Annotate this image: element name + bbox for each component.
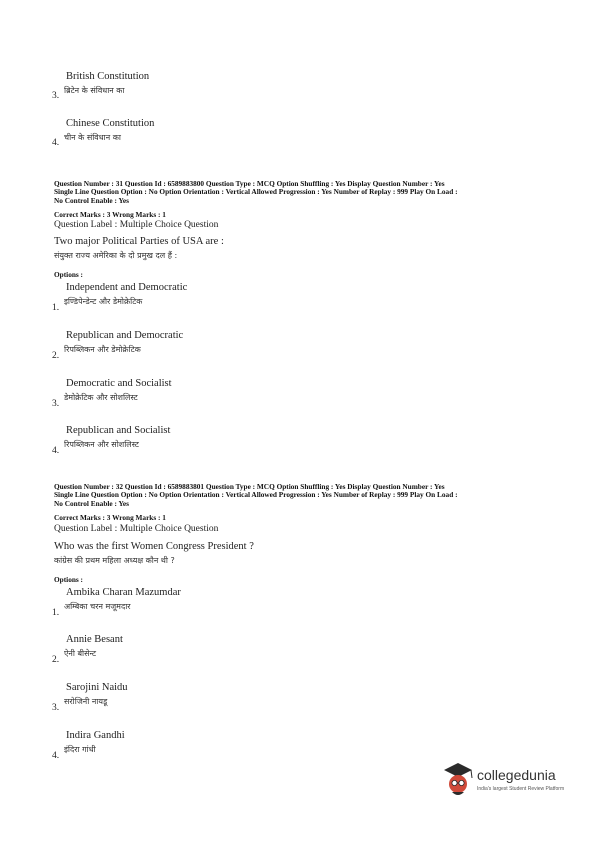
q31-option-4-hindi: रिपब्लिकन और सोशलिस्ट xyxy=(64,440,139,449)
question-32-meta xyxy=(54,483,554,508)
question-32-label: Question Label : Multiple Choice Question xyxy=(54,524,219,534)
question-32-options-label: Options : xyxy=(54,575,83,584)
option-4-hindi: चीन के संविधान का xyxy=(64,133,121,142)
option-3-number: 3. xyxy=(52,91,60,101)
q32-option-1-number: 1. xyxy=(52,608,60,618)
q32-option-3-english: Sarojini Naidu xyxy=(66,682,128,693)
question-32-marks: Correct Marks : 3 Wrong Marks : 1 xyxy=(54,513,166,522)
meta-line-1: Question Number : 31 Question Id : 6589883800 Question Type : MCQ Option Shuffling : Yes Display Question Number : Yes xyxy=(54,179,445,188)
meta-line-3: No Control Enable : Yes xyxy=(54,498,129,508)
q32-option-4-english: Indira Gandhi xyxy=(66,730,125,741)
q31-option-3-english: Democratic and Socialist xyxy=(66,378,172,389)
graduate-cap-mascot-icon xyxy=(440,760,476,800)
question-32-text-hindi: कांग्रेस की प्रथम महिला अध्यक्ष कौन थी ? xyxy=(54,556,175,565)
q32-option-4-hindi: इंदिरा गांधी xyxy=(64,745,96,754)
option-4-english: Chinese Constitution xyxy=(66,118,155,129)
meta-line-2: Single Line Question Option : No Option Orientation : Vertical Allowed Progression : Yes Number of Replay : 999 Play On Load : xyxy=(54,490,458,500)
q31-option-1-number: 1. xyxy=(52,303,60,313)
meta-line-1: Question Number : 32 Question Id : 6589883801 Question Type : MCQ Option Shuffling : Yes Display Question Number : Yes xyxy=(54,482,445,491)
q31-option-2-hindi: रिपब्लिकन और डेमोक्रेटिक xyxy=(64,345,141,354)
q32-option-2-number: 2. xyxy=(52,655,60,665)
meta-line-3: No Control Enable : Yes xyxy=(54,195,129,205)
question-32-text-english: Who was the first Women Congress President ? xyxy=(54,541,254,552)
q32-option-2-hindi: ऐनी बीसेन्ट xyxy=(64,649,97,658)
q31-option-4-number: 4. xyxy=(52,446,60,456)
q31-option-1-english: Independent and Democratic xyxy=(66,282,188,293)
q31-option-2-english: Republican and Democratic xyxy=(66,330,184,341)
q32-option-1-english: Ambika Charan Mazumdar xyxy=(66,587,181,598)
question-31-options-label: Options : xyxy=(54,270,83,279)
question-31-label: Question Label : Multiple Choice Question xyxy=(54,220,219,230)
brand-tagline: India's largest Student Review Platform xyxy=(477,786,565,792)
q31-option-4-english: Republican and Socialist xyxy=(66,425,171,436)
brand-name: collegedunia xyxy=(477,767,556,783)
q31-option-3-number: 3. xyxy=(52,399,60,409)
option-4-number: 4. xyxy=(52,138,60,148)
question-31-text-hindi: संयुक्त राज्य अमेरिका के दो प्रमुख दल हैं : xyxy=(54,251,178,260)
option-3-english: British Constitution xyxy=(66,71,150,82)
option-3-hindi: ब्रिटेन के संविधान का xyxy=(64,86,125,95)
q32-option-4-number: 4. xyxy=(52,751,60,761)
q32-option-3-hindi: सरोजिनी नायडू xyxy=(64,697,108,706)
meta-line-2: Single Line Question Option : No Option Orientation : Vertical Allowed Progression : Yes Number of Replay : 999 Play On Load : xyxy=(54,187,458,197)
q32-option-1-hindi: अम्बिका चरन मजूमदार xyxy=(64,602,131,611)
question-31-text-english: Two major Political Parties of USA are : xyxy=(54,236,224,247)
q32-option-2-english: Annie Besant xyxy=(66,634,123,645)
q31-option-1-hindi: इण्डिपेन्डेन्ट और डेमोक्रेटिक xyxy=(64,297,143,306)
question-31-meta xyxy=(54,180,554,205)
q31-option-2-number: 2. xyxy=(52,351,60,361)
question-31-marks: Correct Marks : 3 Wrong Marks : 1 xyxy=(54,210,166,219)
q32-option-3-number: 3. xyxy=(52,703,60,713)
q31-option-3-hindi: डेमोक्रेटिक और सोशलिस्ट xyxy=(64,393,138,402)
